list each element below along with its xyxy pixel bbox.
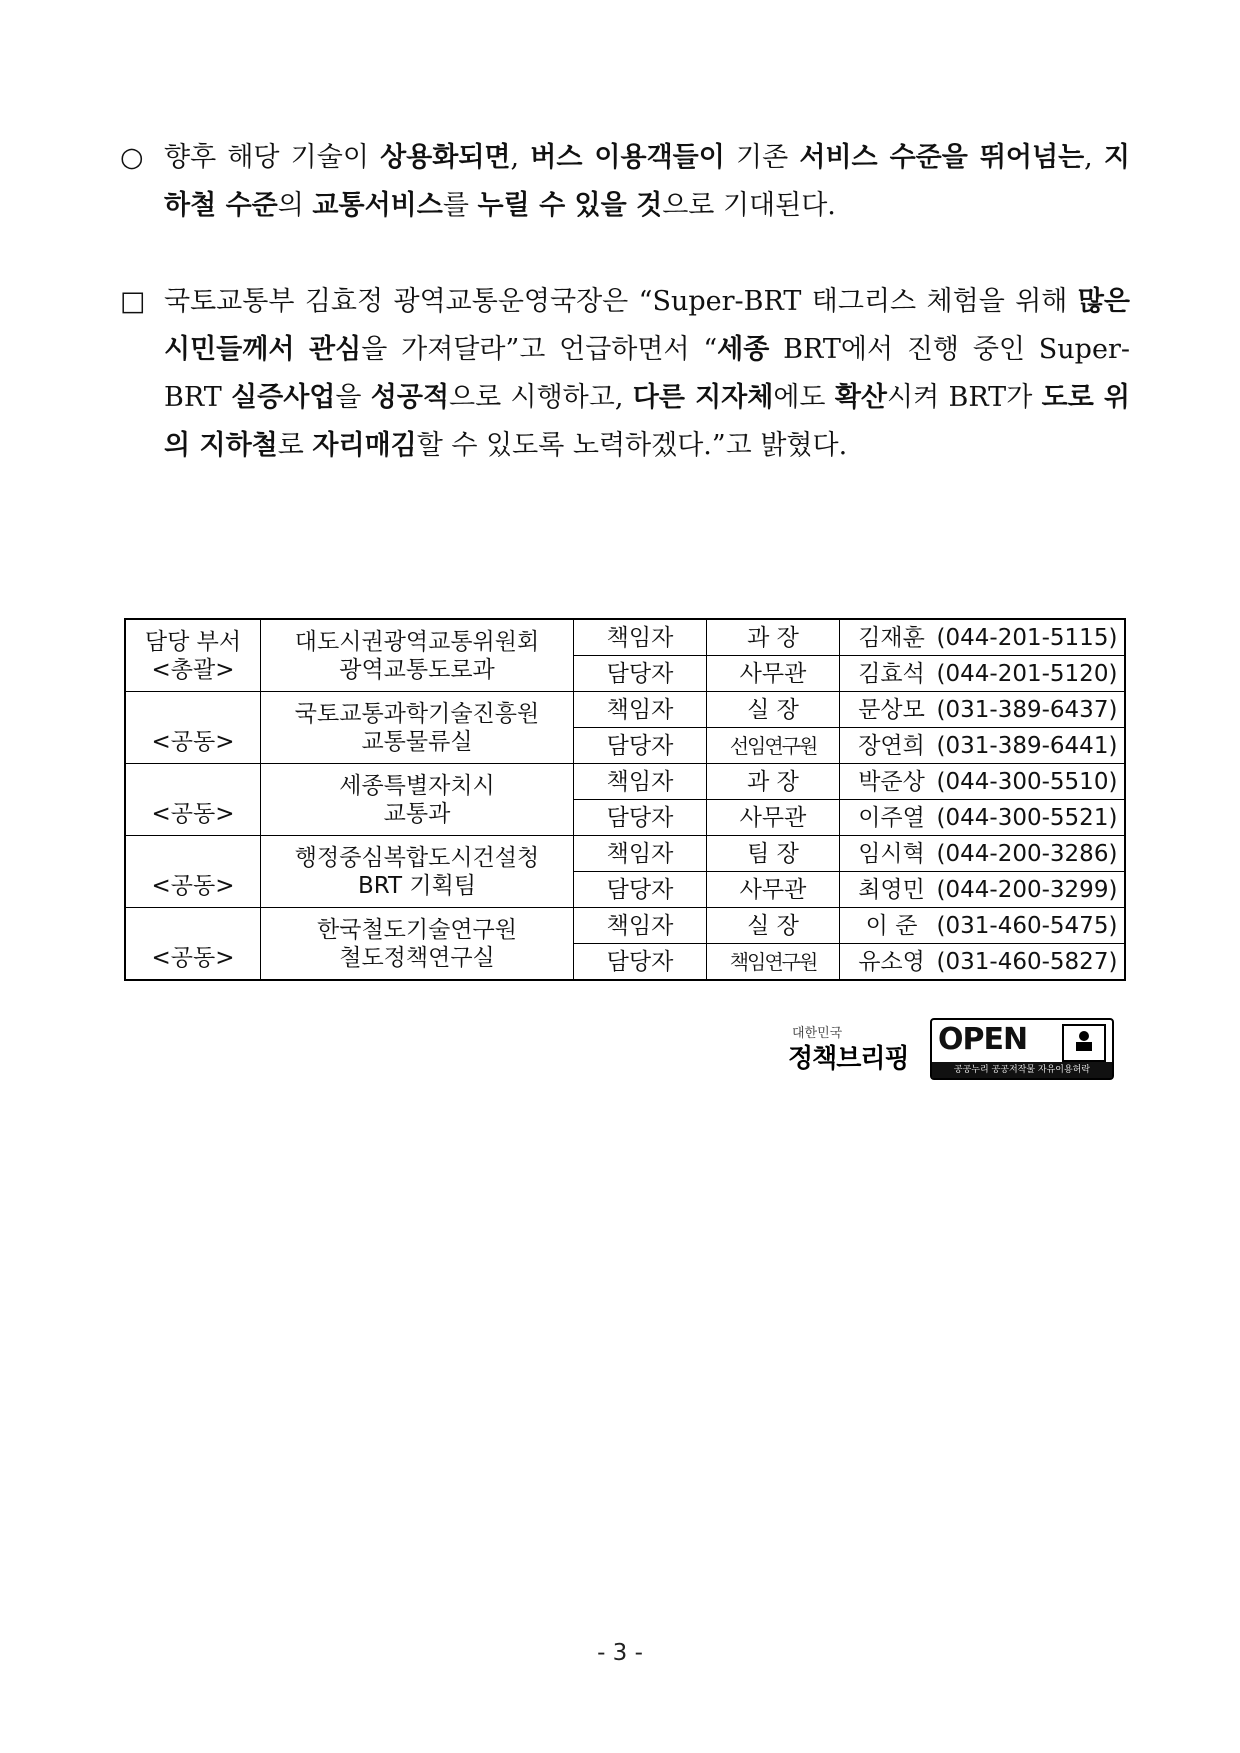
role-cell: 담당자	[574, 728, 707, 764]
paragraph-quote-segment: 을 가져달라”고 언급하면서 “	[361, 334, 718, 365]
job-title-cell: 실 장	[707, 692, 840, 728]
policy-briefing-logo-text: 정책브리핑	[788, 1044, 909, 1074]
paragraph-quote-segment-bold: 세종	[717, 334, 770, 365]
logo-area	[786, 1018, 1116, 1078]
role-cell: 담당자	[574, 656, 707, 692]
organization-cell: 세종특별자치시 교통과	[261, 764, 574, 836]
name-phone-cell	[840, 800, 1126, 836]
name-phone-cell	[840, 908, 1126, 944]
job-title-cell: 책임연구원	[707, 944, 840, 981]
role-cell: 책임자	[574, 692, 707, 728]
phone-number: (044-201-5120)	[936, 660, 1118, 687]
job-title-cell: 실 장	[707, 908, 840, 944]
paragraph-quote-segment: 로	[277, 430, 313, 461]
name-phone-cell	[840, 656, 1126, 692]
page-number: - 3 -	[597, 1640, 643, 1666]
person-name: 박준상	[858, 768, 925, 795]
person-icon	[1064, 1026, 1104, 1060]
paragraph-expectation-segment: 의	[277, 190, 313, 221]
paragraph-expectation-segment: ,	[510, 142, 531, 173]
paragraph-quote-segment: 국토교통부 김효정 광역교통운영국장은 “Super-BRT 태그리스 체험을 위해	[164, 286, 1078, 317]
name-phone-cell	[840, 836, 1126, 872]
paragraph-quote-segment-bold: 자리매김	[312, 430, 417, 461]
person-name: 이주열	[858, 804, 925, 831]
role-cell: 책임자	[574, 908, 707, 944]
bullet-circle: ○	[120, 142, 144, 173]
name-phone-cell	[840, 872, 1126, 908]
phone-number: (044-300-5521)	[936, 804, 1118, 831]
person-name: 장연희	[858, 732, 925, 759]
paragraph-quote-segment-bold: 확산	[834, 382, 887, 413]
name-phone-cell	[840, 944, 1126, 981]
paragraph-expectation-segment-bold: 지하철 수준	[164, 142, 1131, 221]
department-type-cell: <공동>	[125, 836, 261, 908]
paragraph-quote-segment-bold: 도로 위의 지하철	[164, 382, 1130, 461]
paragraph-quote-segment-bold: 다른 지자체	[632, 382, 774, 413]
paragraph-expectation	[120, 134, 1130, 230]
organization-cell: 한국철도기술연구원 철도정책연구실	[261, 908, 574, 981]
paragraph-quote-segment: BRT에서 진행 중인 Super-BRT	[164, 334, 1130, 413]
table-row	[125, 619, 1125, 656]
contact-table	[124, 618, 1126, 981]
department-type-cell: 담당 부서 <총괄>	[125, 619, 261, 692]
paragraph-quote-segment: 시켜 BRT가	[887, 382, 1042, 413]
job-title-cell: 과 장	[707, 619, 840, 656]
paragraph-expectation-segment: 를	[442, 190, 478, 221]
paragraph-quote-segment-bold: 실증사업	[231, 382, 336, 413]
organization-cell: 국토교통과학기술진흥원 교통물류실	[261, 692, 574, 764]
person-name: 최영민	[858, 876, 925, 903]
paragraph-expectation-segment: 향후 해당 기술이	[164, 142, 381, 173]
phone-number: (031-389-6437)	[936, 696, 1118, 723]
paragraph-expectation-segment: 기존	[724, 142, 800, 173]
name-phone-cell	[840, 692, 1126, 728]
job-title-cell: 과 장	[707, 764, 840, 800]
paragraph-quote-text	[164, 278, 1130, 470]
paragraph-expectation-segment: 으로 기대된다.	[662, 190, 836, 221]
person-name: 김효석	[858, 660, 925, 687]
phone-number: (044-300-5510)	[936, 768, 1118, 795]
table-row	[125, 692, 1125, 728]
policy-briefing-logo	[786, 1022, 918, 1078]
phone-number: (044-200-3286)	[936, 840, 1118, 867]
paragraph-quote-segment: 을	[335, 382, 371, 413]
job-title-cell: 사무관	[707, 800, 840, 836]
role-cell: 책임자	[574, 764, 707, 800]
paragraph-expectation-segment-bold: 서비스 수준을 뛰어넘는	[799, 142, 1085, 173]
paragraph-expectation-segment-bold: 상용화되면	[380, 142, 511, 173]
attribution-icon	[1062, 1024, 1106, 1062]
job-title-cell: 선임연구원	[707, 728, 840, 764]
person-name: 임시혁	[858, 840, 925, 867]
paragraph-quote-segment: 으로 시행하고,	[449, 382, 633, 413]
role-cell: 담당자	[574, 872, 707, 908]
person-name: 이 준	[865, 912, 918, 939]
policy-briefing-logo-small: 대한민국	[792, 1026, 843, 1041]
organization-cell: 행정중심복합도시건설청 BRT 기획팀	[261, 836, 574, 908]
role-cell: 담당자	[574, 944, 707, 981]
table-row	[125, 764, 1125, 800]
phone-number: (044-201-5115)	[936, 624, 1118, 651]
person-name: 유소영	[858, 948, 925, 975]
phone-number: (031-460-5827)	[936, 948, 1118, 975]
paragraph-quote-segment-bold: 많은 시민들께서 관심	[164, 286, 1130, 365]
job-title-cell: 사무관	[707, 656, 840, 692]
name-phone-cell	[840, 728, 1126, 764]
role-cell: 담당자	[574, 800, 707, 836]
paragraph-expectation-segment-bold: 교통서비스	[312, 190, 443, 221]
department-type-cell: <공동>	[125, 764, 261, 836]
paragraph-expectation-segment-bold: 버스 이용객들이	[530, 142, 725, 173]
paragraph-quote-segment: 할 수 있도록 노력하겠다.”고 밝혔다.	[416, 430, 848, 461]
bullet-square: □	[120, 286, 146, 317]
name-phone-cell	[840, 764, 1126, 800]
name-phone-cell	[840, 619, 1126, 656]
table-row	[125, 908, 1125, 944]
phone-number: (031-460-5475)	[936, 912, 1118, 939]
paragraph-expectation-segment-bold: 누릴 수 있을 것	[477, 190, 663, 221]
paragraph-expectation-segment: ,	[1084, 142, 1104, 173]
organization-cell: 대도시권광역교통위원회 광역교통도로과	[261, 619, 574, 692]
paragraph-quote-segment: 에도	[773, 382, 835, 413]
person-name: 김재훈	[858, 624, 925, 651]
role-cell: 책임자	[574, 836, 707, 872]
department-type-cell: <공동>	[125, 692, 261, 764]
kogl-open-logo	[930, 1018, 1114, 1080]
table-row	[125, 836, 1125, 872]
paragraph-quote	[120, 278, 1130, 470]
kogl-caption: 공공누리 공공저작물 자유이용허락	[932, 1062, 1112, 1078]
job-title-cell: 팀 장	[707, 836, 840, 872]
paragraph-quote-segment-bold: 성공적	[370, 382, 450, 413]
role-cell: 책임자	[574, 619, 707, 656]
paragraph-expectation-text	[164, 134, 1130, 230]
person-name: 문상모	[858, 696, 925, 723]
phone-number: (044-200-3299)	[936, 876, 1118, 903]
phone-number: (031-389-6441)	[936, 732, 1118, 759]
job-title-cell: 사무관	[707, 872, 840, 908]
department-type-cell: <공동>	[125, 908, 261, 981]
kogl-open-word: OPEN	[938, 1022, 1028, 1057]
